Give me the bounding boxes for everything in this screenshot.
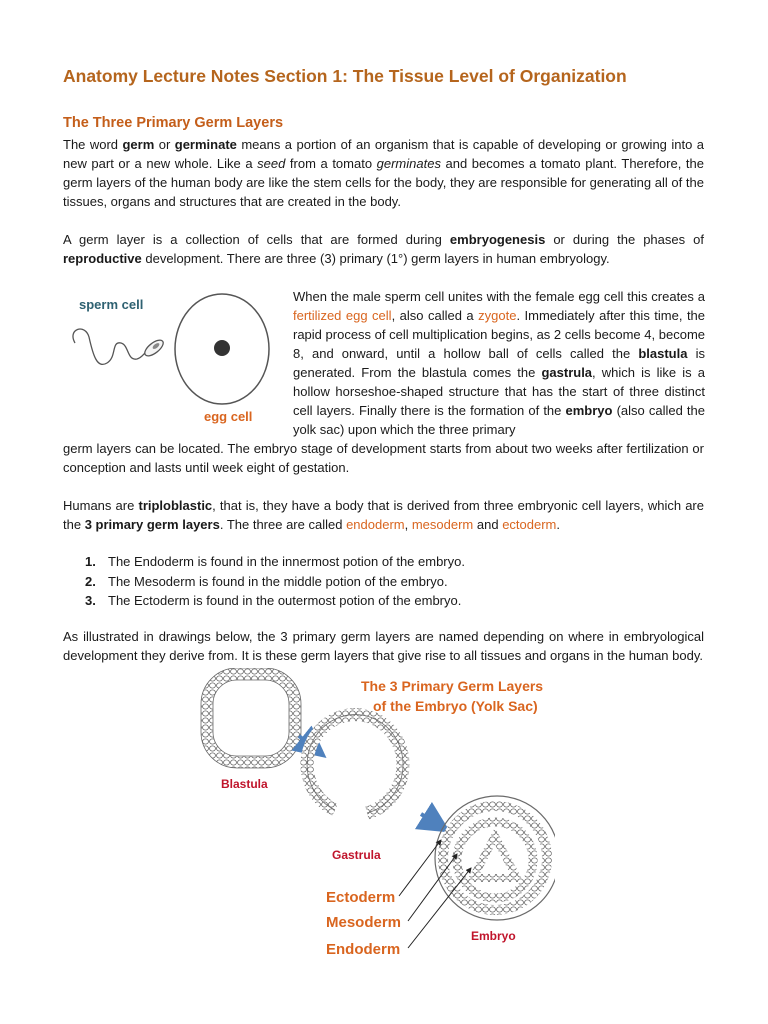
page-title: Anatomy Lecture Notes Section 1: The Tissue Level of Organization bbox=[63, 66, 627, 86]
embryo-endoderm-triangle bbox=[473, 836, 517, 878]
list-item: 2. The Mesoderm is found in the middle potion of the embryo. bbox=[85, 573, 448, 589]
term-embryogenesis: embryogenesis bbox=[449, 232, 546, 247]
term-embryo: embryo bbox=[565, 403, 613, 418]
paragraph-germ-layer: A germ layer is a collection of cells that are formed during embryogenesis or during the phases of reproductive development. There are three (3) primary (1°) germ layers in human embryology. bbox=[63, 232, 705, 266]
diagram-heading-line2: of the Embryo (Yolk Sac) bbox=[373, 698, 538, 714]
mesoderm-label: Mesoderm bbox=[326, 914, 402, 931]
term-reproductive: reproductive bbox=[63, 251, 142, 266]
term-ectoderm: ectoderm bbox=[502, 517, 557, 532]
paragraph-fertilization: When the male sperm cell unites with the female egg cell this creates a fertilized egg cell, also called a zygote. Immediately after this time, the rapid process of cell multiplication begins, as 2 cells become 4, become 8, and onward, until a hollow ball of cells called the blastula is generated. From the blastula comes the gastrula, which is like is a hollow horseshoe-shaped structure that has the start of three distinct cell layers. Finally there is the formation of the embryo (also called the yolk sac) upon which the three primary bbox=[293, 289, 706, 437]
paragraph-embryo-stage: germ layers can be located. The embryo stage of development starts from about two weeks after fertilization or conception and lasts until week eight of gestation. bbox=[63, 441, 704, 475]
sperm-cell-label: sperm cell bbox=[79, 297, 144, 312]
term-endoderm: endoderm bbox=[346, 517, 405, 532]
list-item: 3. The Ectoderm is found in the outermost potion of the embryo. bbox=[85, 593, 462, 608]
egg-cell-label: egg cell bbox=[204, 409, 253, 424]
paragraph-germ-definition: The word germ or germinate means a portion of an organism that is capable of developing or growing into a new part or a new whole. Like a seed from a tomato germinates and becomes a tomato plant. Therefore, the germ layers of the human body are like the stem cells for the body, they are responsible for generating all of the tissues, organs and structures that are created in the body. bbox=[63, 137, 705, 209]
sperm-tail bbox=[73, 329, 145, 364]
section-heading: The Three Primary Germ Layers bbox=[63, 115, 284, 131]
term-gastrula: gastrula bbox=[541, 365, 593, 380]
term-germinate: germinate bbox=[174, 137, 237, 152]
paragraph-illustration-intro: As illustrated in drawings below, the 3 primary germ layers are named depending on where in embryological development they derive from. It is these germ layers that give rise to all tissues and organs in the human body. bbox=[63, 629, 704, 663]
germ-layers-diagram bbox=[195, 668, 555, 973]
term-fertilized-egg-cell: fertilized egg cell bbox=[293, 308, 392, 323]
term-3-primary-germ-layers: 3 primary germ layers bbox=[84, 517, 220, 532]
term-germ: germ bbox=[122, 137, 155, 152]
gastrula-label: Gastrula bbox=[332, 848, 381, 862]
term-blastula: blastula bbox=[638, 346, 688, 361]
blastula-label: Blastula bbox=[221, 777, 268, 791]
sperm-egg-figure bbox=[63, 285, 288, 430]
endoderm-label: Endoderm bbox=[326, 941, 401, 958]
egg-nucleus bbox=[214, 340, 230, 356]
arrow-gastrula-to-embryo bbox=[421, 814, 437, 824]
germ-layer-list bbox=[85, 552, 465, 611]
paragraph-triploblastic: Humans are triploblastic, that is, they have a body that is derived from three embryonic cell layers, which are the 3 primary germ layers. The three are called endoderm, mesoderm and ectoderm. bbox=[63, 498, 704, 532]
embryo-label: Embryo bbox=[471, 929, 516, 943]
pointer-ectoderm bbox=[399, 840, 441, 896]
ectoderm-label: Ectoderm bbox=[326, 889, 396, 906]
term-triploblastic: triploblastic bbox=[138, 498, 213, 513]
diagram-heading-line1: The 3 Primary Germ Layers bbox=[361, 678, 544, 694]
term-zygote: zygote bbox=[478, 308, 517, 323]
term-mesoderm: mesoderm bbox=[411, 517, 474, 532]
list-item: 1. The Endoderm is found in the innermost potion of the embryo. bbox=[85, 554, 465, 569]
